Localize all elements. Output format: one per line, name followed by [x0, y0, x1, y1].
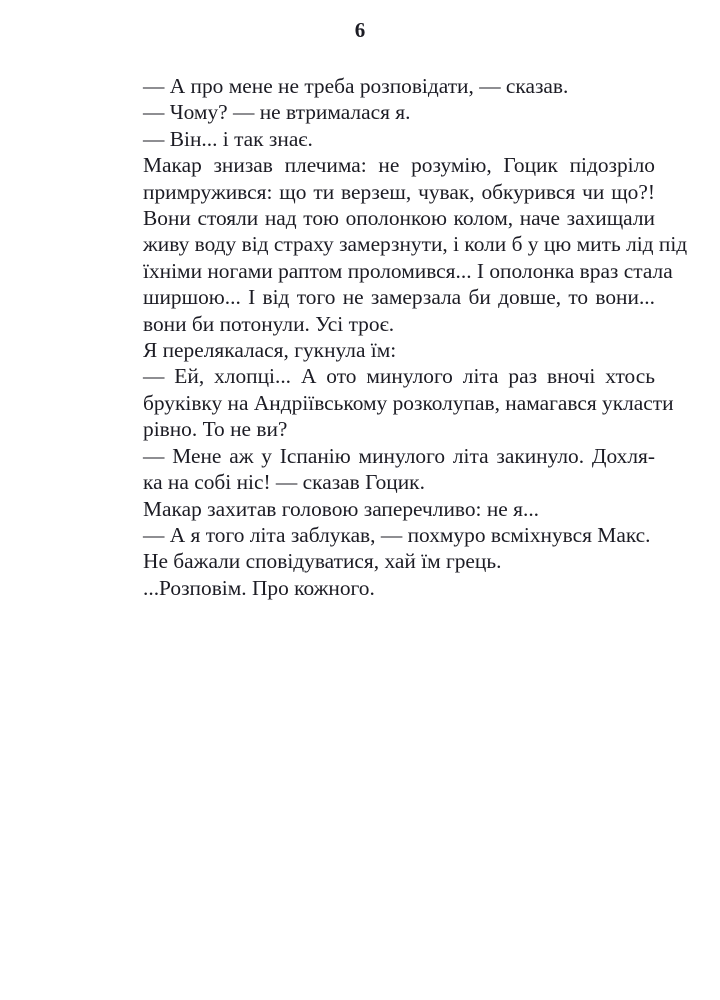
text-line: Я перелякалася, гукнула їм: — [143, 338, 397, 363]
text-line: ка на собі ніс! — сказав Гоцик. — [143, 470, 425, 495]
text-line: бруківку на Андріївському розколупав, намагався укласти — [143, 390, 674, 415]
text-line: їхніми ногами раптом проломився... І ополонка враз стала — [143, 258, 673, 283]
text-line: — А я того літа заблукав, — похмуро всміхнувся Макс. — [143, 522, 651, 547]
text-line: вони би потонули. Усі троє. — [143, 311, 395, 336]
text-line: ...Розповім. Про кожного. — [143, 575, 375, 600]
text-line: Макар знизав плечима: не розумію, Гоцик підозріло — [143, 153, 655, 178]
page-number: 6 — [354, 18, 366, 42]
text-line: рівно. То не ви? — [143, 417, 288, 442]
text-line: — А про мене не треба розповідати, — сказав. — [143, 74, 569, 98]
text-line: Не бажали сповідуватися, хай їм грець. — [143, 549, 502, 574]
text-line: — Чому? — не втрималася я. — [143, 100, 411, 125]
text-line: живу воду від страху замерзнути, і коли б у цю мить лід під — [143, 232, 688, 257]
text-line: ширшою... І від того не замерзала би довше, то вони... — [143, 285, 655, 310]
text-line: — Ей, хлопці... А ото минулого літа раз вночі хтось — [143, 364, 655, 389]
text-line: примружився: що ти верзеш, чувак, обкурився чи що?! — [143, 179, 655, 204]
text-line: Макар захитав головою заперечливо: не я... — [143, 496, 540, 521]
text-line: Вони стояли над тою ополонкою колом, наче захищали — [143, 206, 655, 231]
text-line: — Мене аж у Іспанію минулого літа закинуло. Дохля- — [143, 443, 655, 468]
body-text — [143, 73, 688, 601]
text-line: — Він... і так знає. — [143, 126, 313, 151]
